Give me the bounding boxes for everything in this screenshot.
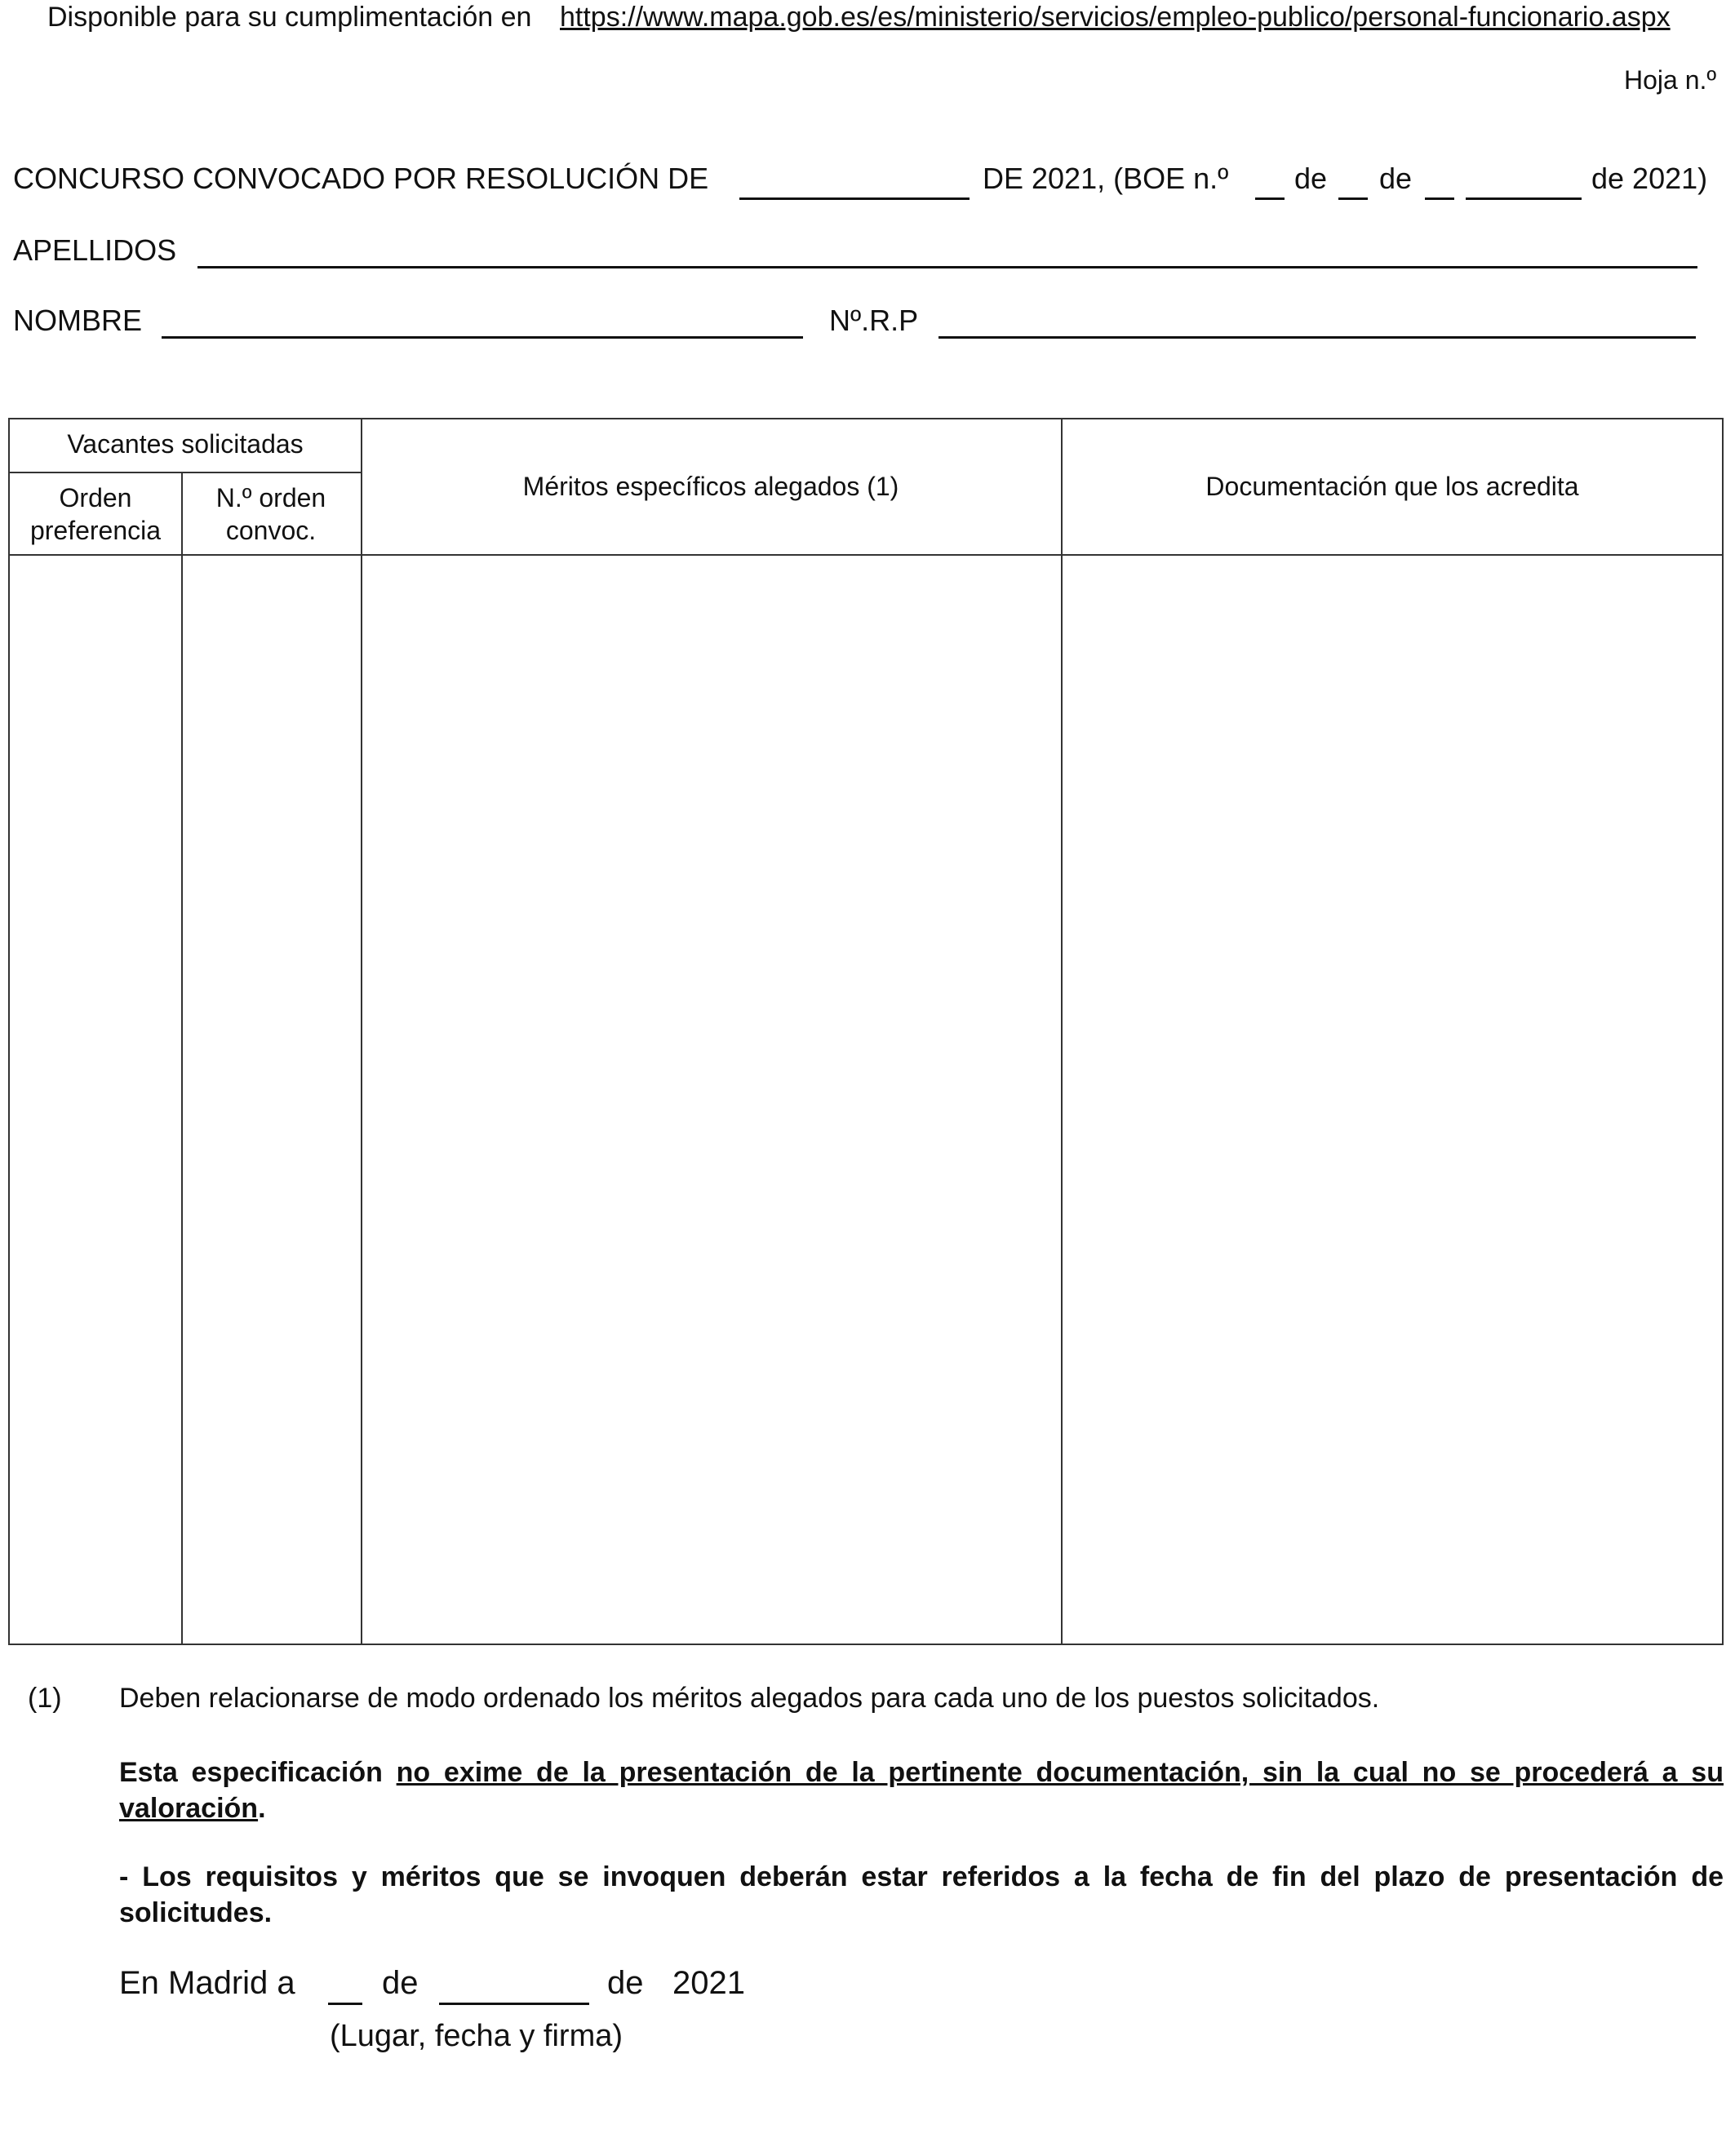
boe-month-field-b[interactable] xyxy=(1466,197,1582,200)
requisitos-paragraph: - Los requisitos y méritos que se invoquen deberán estar referidos a la fecha de fin del plazo de presentación de solicitudes. xyxy=(119,1861,1724,1928)
specification-paragraph xyxy=(119,1755,1724,1826)
boe-year-label: DE 2021, (BOE n.º xyxy=(983,162,1229,195)
signature-de-label-2: de xyxy=(607,1965,644,2001)
concurso-label: CONCURSO CONVOCADO POR RESOLUCIÓN DE xyxy=(13,162,709,195)
documentacion-header: Documentación que los acredita xyxy=(1205,472,1579,501)
documentacion-cell[interactable] xyxy=(1063,555,1722,1644)
boe-month-field-a[interactable] xyxy=(1425,197,1454,200)
lugar-fecha-firma-label: (Lugar, fecha y firma) xyxy=(330,2019,623,2053)
de-label-1: de xyxy=(1294,162,1328,195)
specification-start: Esta especificación xyxy=(119,1757,383,1788)
orden-preferencia-header-line2: preferencia xyxy=(29,516,162,545)
signature-day-field[interactable] xyxy=(328,2003,362,2005)
availability-label: Disponible para su cumplimentación en xyxy=(47,2,532,33)
availability-url-link[interactable]: https://www.mapa.gob.es/es/ministerio/servicios/empleo-publico/personal-funcionario.aspx xyxy=(560,2,1671,33)
orden-preferencia-cell[interactable] xyxy=(10,555,181,1644)
meritos-header: Méritos específicos alegados (1) xyxy=(522,472,899,501)
signature-month-field[interactable] xyxy=(439,2003,589,2005)
nrp-field[interactable] xyxy=(938,336,1696,339)
nombre-field[interactable] xyxy=(162,336,803,339)
signature-year: 2021 xyxy=(672,1965,745,2001)
nrp-label: Nº.R.P xyxy=(829,304,919,337)
apellidos-label: APELLIDOS xyxy=(13,233,177,267)
year-close-label: de 2021) xyxy=(1591,162,1708,195)
orden-convoc-header-line2: convoc. xyxy=(225,516,317,545)
merits-table xyxy=(8,418,1724,1645)
de-label-2: de xyxy=(1379,162,1413,195)
specification-end: . xyxy=(258,1793,266,1824)
en-madrid-label: En Madrid a xyxy=(119,1965,295,2001)
orden-preferencia-header-line1: Orden xyxy=(59,483,132,512)
nombre-label: NOMBRE xyxy=(13,304,143,337)
signature-de-label-1: de xyxy=(382,1965,419,2001)
resolucion-date-field[interactable] xyxy=(739,197,970,200)
orden-convoc-cell[interactable] xyxy=(183,555,361,1644)
orden-convoc-header-line1: N.º orden xyxy=(215,483,326,512)
boe-number-field[interactable] xyxy=(1255,197,1285,200)
apellidos-field[interactable] xyxy=(197,266,1697,268)
footnote-text: Deben relacionarse de modo ordenado los méritos alegados para cada uno de los puestos solicitados. xyxy=(119,1683,1380,1714)
sheet-number-label: Hoja n.º xyxy=(1624,65,1717,95)
table-divider xyxy=(10,472,361,473)
specification-underlined: no exime de la presentación de la pertinente documentación, sin la cual no se procederá a su valoración xyxy=(119,1757,1724,1824)
meritos-cell[interactable] xyxy=(362,555,1061,1644)
vacantes-header: Vacantes solicitadas xyxy=(67,429,304,459)
boe-day-field[interactable] xyxy=(1338,197,1368,200)
footnote-marker: (1) xyxy=(28,1683,62,1714)
